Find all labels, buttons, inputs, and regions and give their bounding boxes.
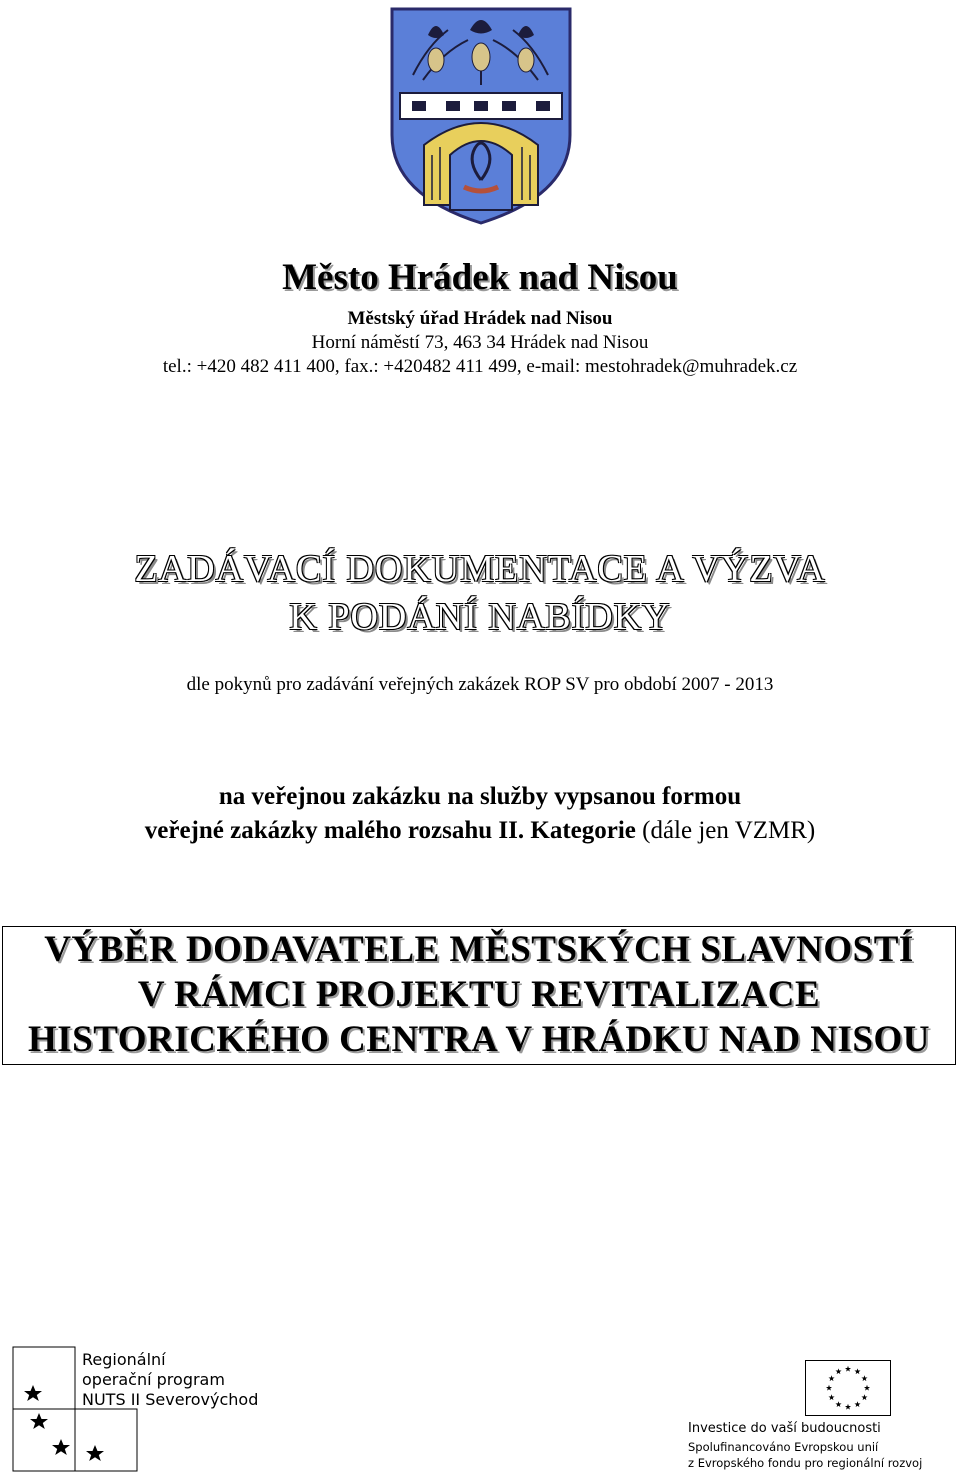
- town-name: Město Hrádek nad Nisou: [282, 257, 678, 298]
- eu-flag-icon: [805, 1360, 891, 1416]
- document-title-line-2: K PODÁNÍ NABÍDKY: [289, 596, 671, 638]
- subject-line-3: HISTORICKÉHO CENTRA V HRÁDKU NAD NISOU: [27, 1019, 931, 1060]
- coat-of-arms: [388, 5, 574, 227]
- contract-type-line-1: na veřejnou zakázku na služby vypsanou formou: [218, 783, 742, 810]
- subject-box: [2, 926, 956, 1065]
- eu-slogan: Investice do vaší budoucnosti: [688, 1421, 881, 1436]
- rop-logo-line-2: operační program: [82, 1370, 225, 1389]
- office-contact: tel.: +420 482 411 400, fax.: +420482 411 499, e-mail: mestohradek@muhradek.cz: [162, 356, 798, 377]
- guidelines-note: dle pokynů pro zadávání veřejných zakázek ROP SV pro období 2007 - 2013: [186, 674, 774, 695]
- eu-fund: z Evropského fondu pro regionální rozvoj: [688, 1456, 923, 1470]
- office-address: Horní náměstí 73, 463 34 Hrádek nad Nisou: [311, 332, 649, 353]
- subject-line-2: V RÁMCI PROJEKTU REVITALIZACE: [137, 974, 821, 1015]
- star-icon: [30, 1413, 48, 1429]
- star-icon: [52, 1439, 70, 1455]
- rop-logo-line-1: Regionální: [82, 1350, 166, 1369]
- contract-type-line-2: [0, 815, 960, 847]
- rop-logo-line-3: NUTS II Severovýchod: [82, 1390, 259, 1409]
- office-name: Městský úřad Hrádek nad Nisou: [347, 308, 613, 329]
- contract-type-bold: veřejné zakázky malého rozsahu II. Kategorie: [144, 817, 636, 844]
- subject-line-1: VÝBĚR DODAVATELE MĚSTSKÝCH SLAVNOSTÍ: [44, 929, 914, 970]
- eu-cofinancing: Spolufinancováno Evropskou unií: [688, 1440, 879, 1454]
- document-title-line-1: ZADÁVACÍ DOKUMENTACE A VÝZVA: [134, 548, 826, 590]
- star-icon: [86, 1445, 104, 1461]
- star-icon: [24, 1385, 42, 1401]
- contract-type-abbrev: (dále jen VZMR): [642, 817, 816, 844]
